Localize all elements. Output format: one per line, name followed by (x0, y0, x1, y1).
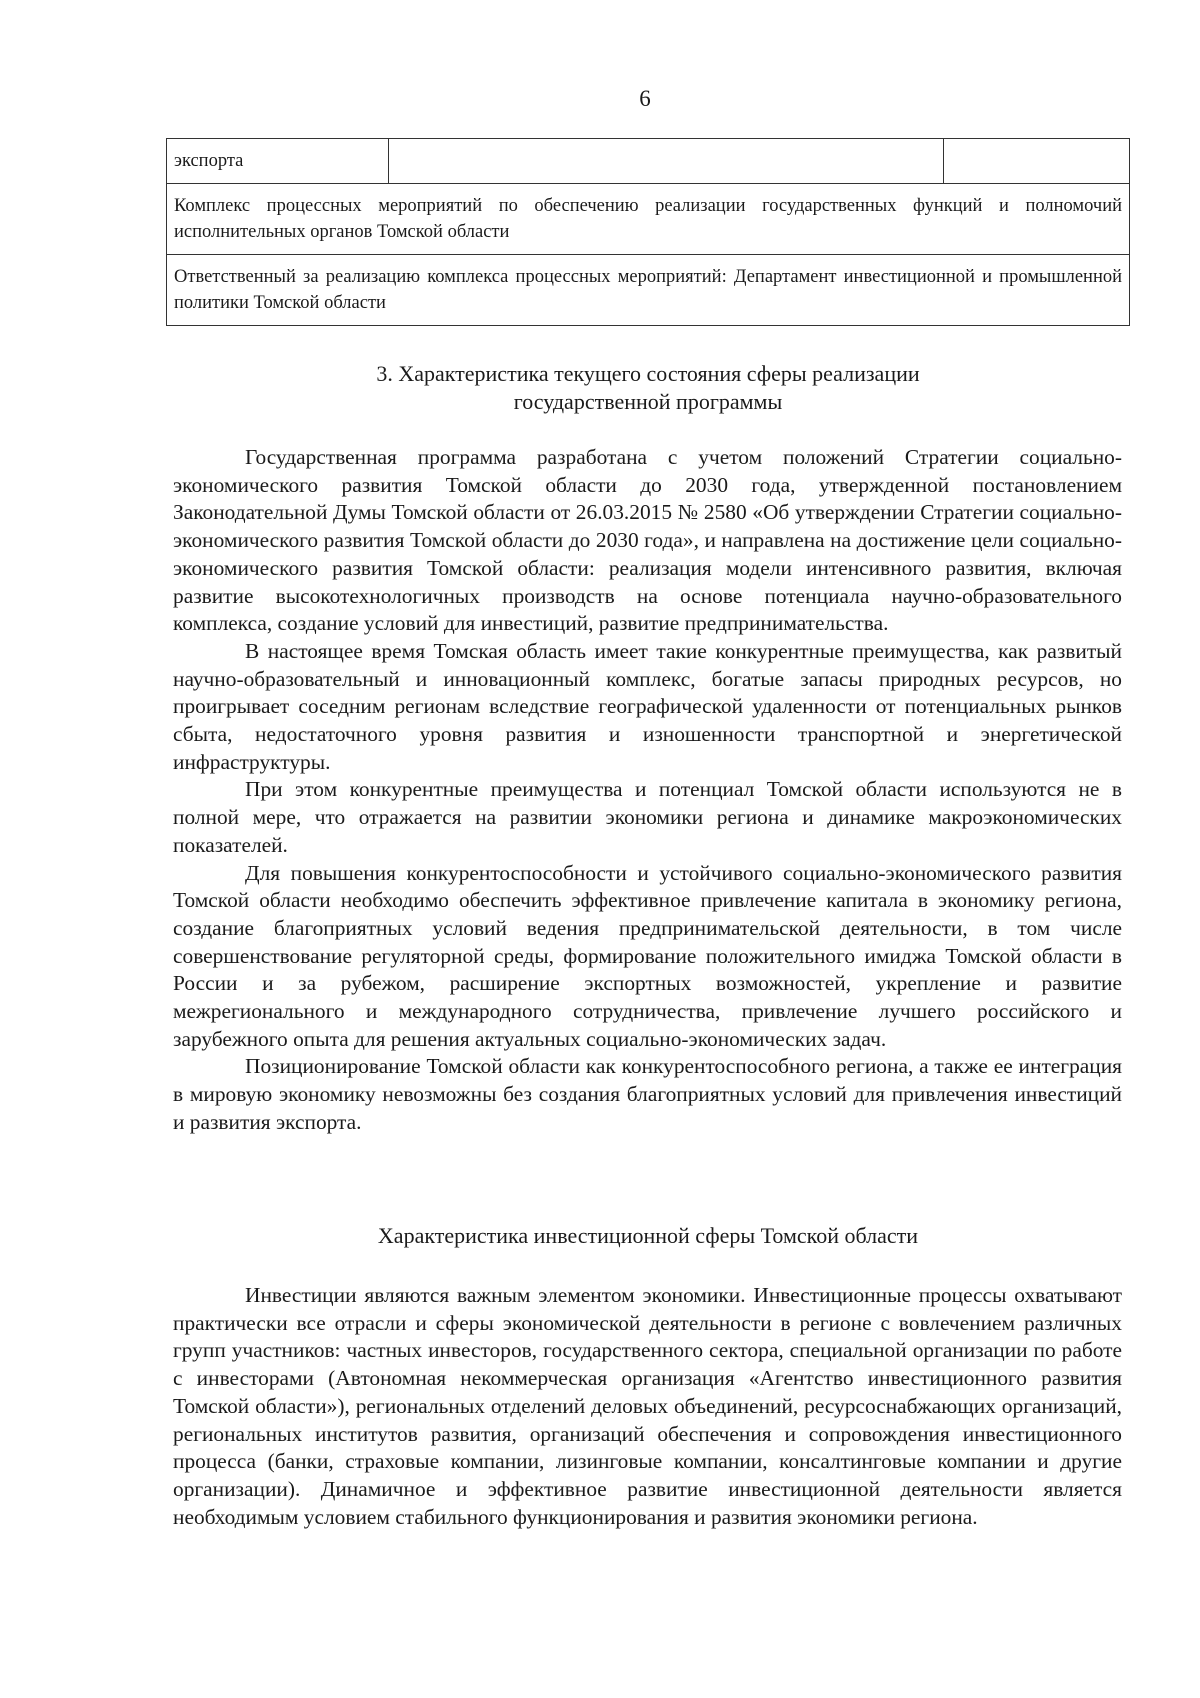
paragraph: В настоящее время Томская область имеет такие конкурентные преимущества, как развитый научно-образовательный и инновационный комплекс, богатые запасы природных ресурсов, но проигрывает соседним регионам вследствие географической удаленности от потенциальных рынков сбыта, недостаточного уровня развития и изношенности транспортной и энергетической инфраструктуры. (173, 638, 1122, 774)
table-cell (944, 139, 1130, 184)
table-cell (388, 139, 943, 184)
responsible-cell: Ответственный за реализацию комплекса процессных мероприятий: Департамент инвестиционной и промышленной политики Томской области (167, 255, 1130, 326)
paragraph: Инвестиции являются важным элементом экономики. Инвестиционные процессы охватывают практически все отрасли и сферы экономической деятельности в регионе с вовлечением различных групп участников: частных инвесторов, государственного сектора, специальной организации по работе с инвесторами (Автономная некоммерческая организация «Агентство инвестиционного развития Томской области»), региональных отделений деловых объединений, ресурсоснабжающих организаций, региональных институтов развития, организаций обеспечения и сопровождения инвестиционного процесса (банки, страховые компании, лизинговые компании, консалтинговые компании и другие организации). Динамичное и эффективное развитие инвестиционной деятельности является необходимым условием стабильного функционирования и развития экономики региона. (173, 1283, 1122, 1529)
section-heading-line: государственной программы (513, 389, 783, 414)
table-row (167, 139, 1130, 184)
program-table (166, 138, 1130, 326)
paragraph: Для повышения конкурентоспособности и устойчивого социально-экономического развития Томской области необходимо обеспечить эффективное привлечение капитала в экономику региона, создание благоприятных условий ведения предпринимательской деятельности, в том числе совершенствование регуляторной среды, формирование положительного имиджа Томской области в России и за рубежом, расширение экспортных возможностей, укрепление и развитие межрегионального и международного сотрудничества, привлечение лучшего российского и зарубежного опыта для решения актуальных социально-экономических задач. (173, 860, 1122, 1051)
table-row (167, 184, 1130, 255)
section-heading-line: 3. Характеристика текущего состояния сферы реализации (376, 361, 920, 386)
paragraph: Государственная программа разработана с учетом положений Стратегии социально-экономического развития Томской области до 2030 года, утвержденной постановлением Законодательной Думы Томской области от 26.03.2015 № 2580 «Об утверждении Стратегии социально-экономического развития Томской области до 2030 года», и направлена на достижение цели социально-экономического развития Томской области: реализация модели интенсивного развития, включая развитие высокотехнологичных производств на основе потенциала научно-образовательного комплекса, создание условий для инвестиций, развитие предпринимательства. (173, 445, 1122, 636)
page-number: 6 (639, 86, 651, 111)
table-cell: экспорта (167, 139, 389, 184)
paragraph: Позиционирование Томской области как конкурентоспособного региона, а также ее интеграция в мировую экономику невозможны без создания благоприятных условий для привлечения инвестиций и развития экспорта. (173, 1054, 1122, 1134)
section-heading (166, 360, 1130, 416)
subsection-body (173, 1282, 1122, 1531)
table-row (167, 255, 1130, 326)
section-body (173, 444, 1122, 1137)
paragraph: При этом конкурентные преимущества и потенциал Томской области используются не в полной мере, что отражается на развитии экономики региона и динамике макроэкономических показателей. (173, 777, 1122, 857)
subsection-heading: Характеристика инвестиционной сферы Томской области (377, 1223, 919, 1248)
process-complex-cell: Комплекс процессных мероприятий по обеспечению реализации государственных функций и полномочий исполнительных органов Томской области (167, 184, 1130, 255)
